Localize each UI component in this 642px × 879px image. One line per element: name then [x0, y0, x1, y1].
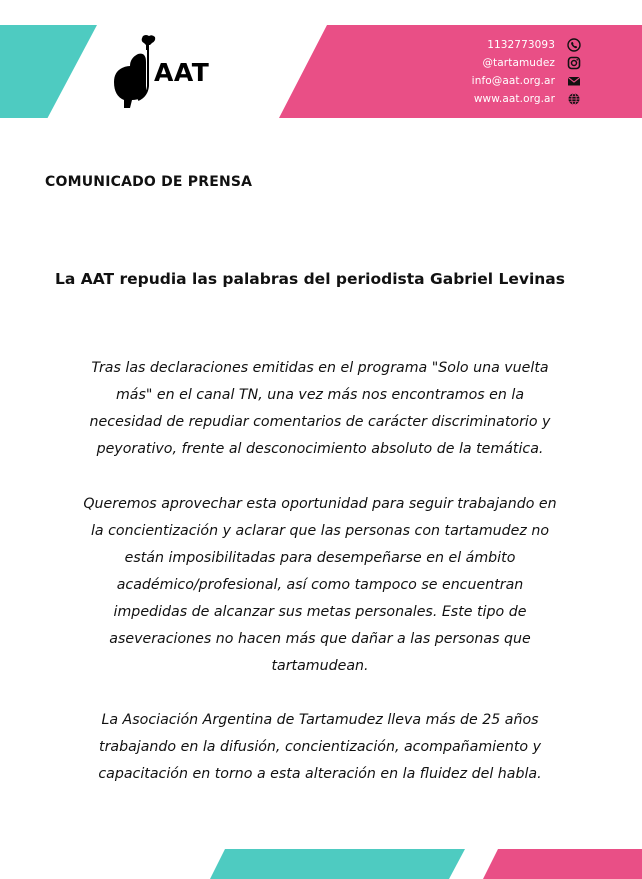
contact-email	[472, 72, 581, 90]
turtle-flower-logo-icon	[110, 34, 160, 110]
contact-instagram	[472, 54, 581, 72]
contact-website	[472, 90, 581, 108]
contact-list	[472, 36, 581, 108]
paragraph-3	[30, 707, 610, 788]
footer-teal-stripe	[210, 849, 465, 879]
contact-phone	[472, 36, 581, 54]
paragraph-line: necesidad de repudiar comentarios de carácter discriminatorio y	[89, 414, 551, 430]
paragraph-1	[30, 355, 610, 463]
paragraph-line: Queremos aprovechar esta oportunidad para seguir trabajando en	[83, 496, 557, 512]
paragraph-line: tartamudean.	[271, 658, 369, 674]
paragraph-line: capacitación en torno a esta alteración en la fluidez del habla.	[98, 766, 542, 782]
paragraph-line: están imposibilitadas para desempeñarse en el ámbito	[124, 550, 516, 566]
paragraph-line: aseveraciones no hacen más que dañar a las personas que	[109, 631, 531, 647]
phone-number: 1132773093	[487, 39, 555, 51]
header-teal-stripe	[0, 25, 97, 118]
footer-pink-stripe	[483, 849, 642, 879]
globe-icon	[567, 92, 581, 106]
website-url: www.aat.org.ar	[473, 93, 555, 105]
paragraph-line: académico/profesional, así como tampoco se encuentran	[116, 577, 524, 593]
paragraph-line: impedidas de alcanzar sus metas personales. Este tipo de	[113, 604, 527, 620]
instagram-handle: @tartamudez	[482, 57, 555, 69]
logo-text: AAT	[154, 58, 210, 87]
document-type-label: COMUNICADO DE PRENSA	[45, 174, 253, 190]
email-address: info@aat.org.ar	[471, 75, 555, 87]
aat-logo	[110, 34, 230, 110]
paragraph-line: peyorativo, frente al desconocimiento absoluto de la temática.	[96, 441, 544, 457]
mail-icon	[567, 74, 581, 88]
paragraph-line: más" en el canal TN, una vez más nos encontramos en la	[115, 387, 525, 403]
paragraph-line: la concientización y aclarar que las personas con tartamudez no	[90, 523, 550, 539]
paragraph-line: Tras las declaraciones emitidas en el programa "Solo una vuelta	[91, 360, 549, 376]
document-title: La AAT repudia las palabras del periodista Gabriel Levinas	[55, 270, 565, 288]
paragraph-line: trabajando en la difusión, concientización, acompañamiento y	[99, 739, 541, 755]
phone-icon	[567, 38, 581, 52]
instagram-icon	[567, 56, 581, 70]
paragraph-line: La Asociación Argentina de Tartamudez lleva más de 25 años	[101, 712, 539, 728]
header-pink-banner	[279, 25, 642, 118]
paragraph-2	[30, 491, 610, 680]
